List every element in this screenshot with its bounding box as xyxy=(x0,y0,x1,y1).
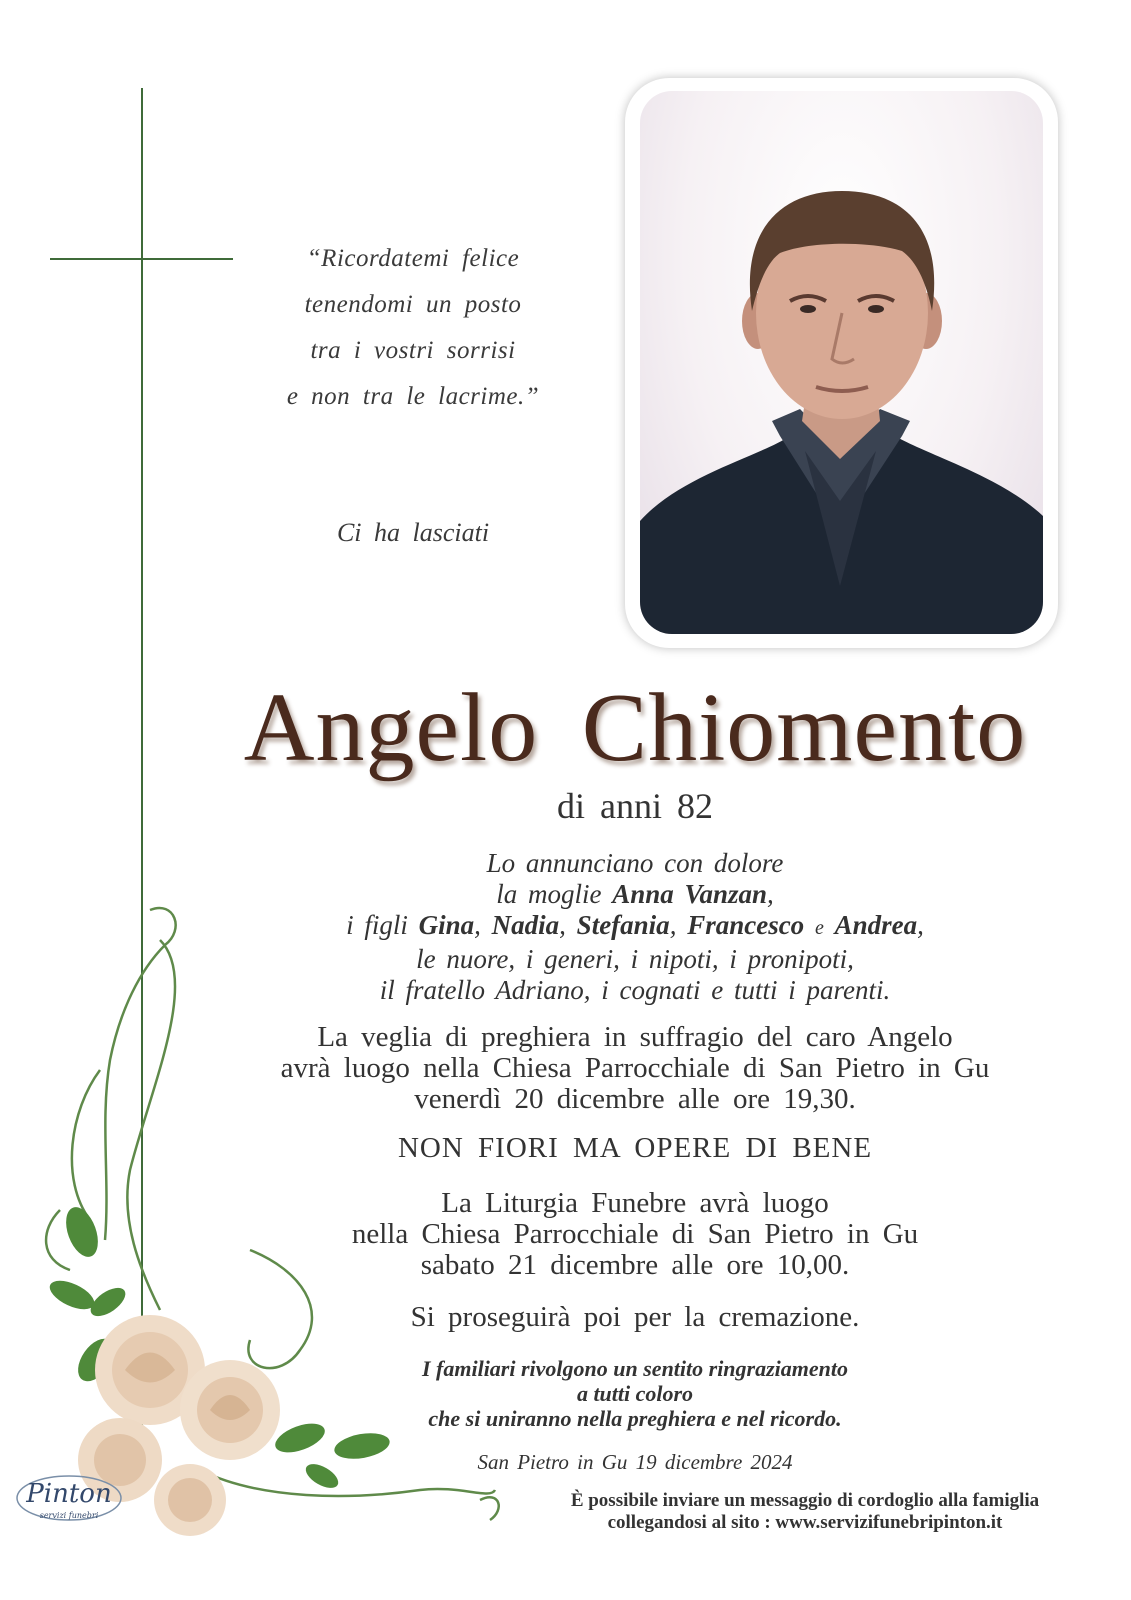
child-name: Andrea xyxy=(834,910,918,940)
cremation-notice: Si proseguirà poi per la cremazione. xyxy=(410,1301,860,1333)
vigil-line: avrà luogo nella Chiesa Parrocchiale di San Pietro in Gu xyxy=(280,1052,990,1084)
quote-line: “Ricordatemi felice xyxy=(306,245,520,272)
pinton-logo xyxy=(14,1470,124,1530)
funeral-line: sabato 21 dicembre alle ore 10,00. xyxy=(420,1249,850,1281)
punctuation: , xyxy=(767,879,774,909)
left-us-text: Ci ha lasciati xyxy=(336,518,490,547)
logo-brand: Pinton xyxy=(26,1479,112,1509)
child-name: Nadia xyxy=(491,910,560,940)
child-name: Gina xyxy=(418,910,475,940)
announce-line: il fratello Adriano, i cognati e tutti i parenti. xyxy=(379,975,891,1005)
condolence-footer xyxy=(500,1490,1110,1534)
quote-line: tenendomi un posto xyxy=(304,291,522,318)
child-name: Stefania xyxy=(576,910,670,940)
portrait-illustration xyxy=(640,91,1043,634)
announce-line: i figli Gina, Nadia, Stefania, Francesco e Andrea, xyxy=(346,910,924,940)
footer-line: È possibile inviare un messaggio di cordoglio alla famiglia xyxy=(570,1490,1040,1511)
vigil-line: venerdì 20 dicembre alle ore 19,30. xyxy=(414,1083,856,1115)
vigil-line: La veglia di preghiera in suffragio del caro Angelo xyxy=(317,1021,953,1053)
portrait-frame xyxy=(625,78,1058,648)
quote-line: tra i vostri sorrisi xyxy=(310,337,516,364)
place-date: San Pietro in Gu 19 dicembre 2024 xyxy=(477,1450,793,1474)
conjunction: e xyxy=(814,917,824,939)
thanks-line: che si uniranno nella preghiera e nel ricordo. xyxy=(428,1406,842,1431)
announce-text: i figli xyxy=(346,910,408,940)
funeral-line: nella Chiesa Parrocchiale di San Pietro in Gu xyxy=(351,1218,919,1250)
cross-horizontal xyxy=(50,258,233,260)
announce-line: Lo annunciano con dolore xyxy=(486,848,784,878)
memorial-quote xyxy=(248,236,578,420)
no-flowers-notice: NON FIORI MA OPERE DI BENE xyxy=(397,1132,873,1164)
quote-line: e non tra le lacrime.” xyxy=(286,383,540,410)
funeral-line: La Liturgia Funebre avrà luogo xyxy=(441,1187,829,1219)
announce-text: la moglie xyxy=(496,879,602,909)
wife-name: Anna Vanzan xyxy=(612,879,768,909)
thanks-line: I familiari rivolgono un sentito ringraziamento xyxy=(421,1356,849,1381)
thanks-line: a tutti coloro xyxy=(576,1381,694,1406)
announce-line: le nuore, i generi, i nipoti, i pronipoti, xyxy=(416,944,854,974)
deceased-name: Angelo Chiomento xyxy=(243,674,1027,782)
portrait-photo xyxy=(640,91,1043,634)
footer-link[interactable]: collegandosi al sito : www.servizifunebripinton.it xyxy=(607,1512,1003,1533)
deceased-age: di anni 82 xyxy=(557,786,713,826)
logo-tagline: servizi funebri xyxy=(39,1511,99,1520)
child-name: Francesco xyxy=(687,910,805,940)
